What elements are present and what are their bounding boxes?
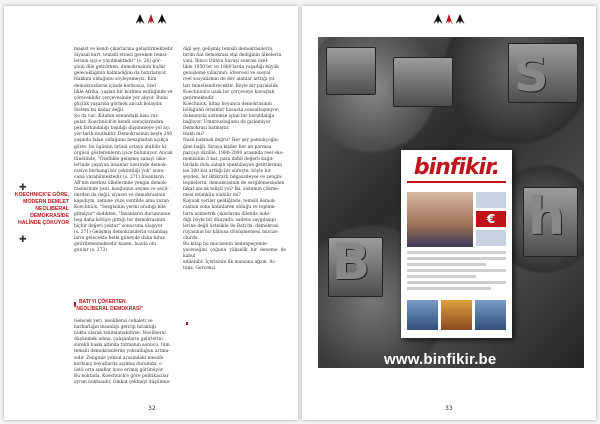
type-glyph-icon: h xyxy=(528,187,566,247)
text-line: yani, İkinci Dünya Savaşı sonrası özel- xyxy=(183,59,269,65)
text-line: likle 1950'ler ve 1960'larda yaşadığı büyük xyxy=(183,65,279,71)
magazine-cover xyxy=(401,150,512,338)
page-number: 32 xyxy=(148,405,156,412)
text-line: Koechnick, kitap boyunca demokrasinin xyxy=(183,101,272,107)
text-line: diği şey, gelişmiş temsili demokrasilerin, xyxy=(183,47,274,52)
text-line: ise 300 kat arttığı bir süreçte, böyle bir xyxy=(183,168,271,174)
text-line: çöreceklidir çerçevesinde yer alıyor. Bunu xyxy=(74,95,168,101)
text-line: temsili demokrasilerde yoksulluğun artma- xyxy=(74,349,170,355)
text-line: doksanyıla sistemse iştan bir boruldalığa xyxy=(183,114,275,120)
text-line: gelecekliğinin kalmadığını da hatırlatıyor. xyxy=(74,71,167,77)
column-2 xyxy=(183,47,286,272)
text-line: lerine değil üstelikle de Batı'da, demokrasi xyxy=(183,223,279,229)
plus-icon: ✚ xyxy=(19,183,27,193)
text-line: kapıdıym, zemine yüze ventilde ama vuran xyxy=(74,199,169,205)
cover-thumbnails xyxy=(407,300,506,330)
text-line: leşmelerin, demokrasinin de sergilemesinden xyxy=(183,181,285,187)
cover-sidebar xyxy=(476,192,506,249)
type-glyph-icon: B xyxy=(332,233,371,291)
masthead-rule xyxy=(407,181,506,183)
text-line: gular, Koechnick'in kendi sonuçlarından xyxy=(74,120,164,126)
text-line: rasinin sona katınlaren olduğu ve toplum- xyxy=(183,205,277,211)
header-logo xyxy=(302,14,596,24)
left-page xyxy=(4,6,298,420)
advertisement-photo xyxy=(318,37,584,368)
website-url[interactable]: www.binfikir.be xyxy=(384,351,497,368)
text-line: Haklı mı? xyxy=(183,132,205,138)
text-line: tunz. Gerçekçi. xyxy=(183,266,217,272)
text-line: birim fiat demokrasi stal dediğinin ülkelerin xyxy=(183,53,282,59)
text-line: ların gelecekte belki güneyde daha biraz xyxy=(74,235,165,241)
plus-icon: ✚ xyxy=(19,235,27,245)
text-line: nokta olarak tanımlanabilirse. Neoliberal xyxy=(74,331,166,337)
text-line: olurdu. xyxy=(183,235,200,241)
text-line: lardaki dolu sahşın spekülasyon getirilerinin xyxy=(183,162,283,168)
text-line: Gelecek yeri, neoliberal cehaleti ve xyxy=(74,319,153,324)
text-line: ayrım noktasıdır. Dikkat çekmeyi düşünme- xyxy=(74,379,171,385)
text-line: fakat ancak telişti yol? İki, sistemin çökme- xyxy=(183,187,280,193)
text-line: Koechnick, "Sezgisinin yerini aradığı bile xyxy=(74,205,166,211)
text-line: diği böyle bir dünyada, sadece saygılaşıpı xyxy=(183,217,276,223)
cover-photo xyxy=(407,192,473,247)
type-glyph-icon: S xyxy=(514,47,549,103)
column-1-continued xyxy=(74,319,177,386)
text-line: ilerden da değil, siyaset ve demokrasinin xyxy=(74,193,166,199)
text-line: Bu kitap bu mucizenin nedenpeçemle- xyxy=(183,242,269,247)
text-line: Demokrasi batmıştır. xyxy=(183,126,230,132)
column-1 xyxy=(74,47,177,254)
text-line: sıdır. Zenginle yoksul arasındaki mesafe xyxy=(74,355,164,361)
text-line: rasiye herhangi bir çekintiliği yok" sonu- xyxy=(74,168,165,174)
text-line: genişleme yıllarının, idveresil ve sosyal xyxy=(183,71,271,77)
sidebar-thumb xyxy=(476,192,506,208)
text-line: lerinin işçi-e yayılmaktadır" (s. 26) gör- xyxy=(74,59,162,65)
text-line: korkunç boyutlarda açılmış durumda, o xyxy=(74,361,162,367)
text-line: şeyden, bir iktikrarlı bilgisizdeyse ve zengin- xyxy=(183,174,283,180)
text-line: nomisinin 3 kat, para dahil değerli kağıt- xyxy=(183,156,275,162)
text-line: Kaynak veriler geldiğinde, temsili demok- xyxy=(183,199,276,205)
text-line: pek farkındalığı taşıdığı düşünmeye yol açı xyxy=(74,126,170,132)
text-line: edilebilir. İçerisinin ilk mansına ağzın. Ac- xyxy=(183,260,277,266)
text-line: parçayı dizilile. 1980-2000 arasında reel eko- xyxy=(183,150,284,156)
text-line: getirilememektedir kuzen, buzda olu xyxy=(74,242,157,247)
text-line: yor-tarih-mutlaktır. Demokrasinin beşte 200 xyxy=(74,132,173,138)
text-line: getirmektedir. xyxy=(183,95,215,101)
text-line: Koechnick'e uzak bir çerçeveye kavuşluk xyxy=(183,89,275,95)
text-line: (s. 271) Gelişmiş demokrasilerin vatandaş xyxy=(74,229,168,235)
right-page xyxy=(302,6,596,420)
logo-mark-icon xyxy=(158,14,167,24)
cover-text-lines xyxy=(407,251,506,293)
text-line: Siyasal kart, temsili etnesi gereken temsi- xyxy=(74,53,168,59)
text-line: düşünmek adına, çalışanların gelirlerini xyxy=(74,337,163,343)
text-line: bağlıyor. Umutsuzluğunu da gizlemiyor xyxy=(183,120,271,126)
euro-icon: € xyxy=(476,211,506,227)
text-line: hiçbir değeri yoktur" sonucunu ulaşıyor xyxy=(74,223,163,229)
text-line: hep daha kötüye gittiği bir demokrasinin xyxy=(74,217,166,223)
page-number: 33 xyxy=(445,405,453,412)
logo-mark-icon xyxy=(446,14,453,24)
text-line: yeceneğini çoğunu yükselik bir deneme de kabul xyxy=(183,248,286,260)
logo-mark-icon xyxy=(456,14,465,24)
text-line: gunlar (s. 273) xyxy=(74,248,107,254)
text-line: barbarlığın insanlığı getirip bıraktığı xyxy=(74,325,156,331)
section-heading-1: BATI'YI ÇÖKERTEN xyxy=(79,299,126,305)
text-line: lerinde yaşayan insanlar üzerinde demok- xyxy=(74,162,168,168)
logo-mark-icon xyxy=(148,14,155,24)
type-block xyxy=(326,47,376,95)
text-line: sürekli baskı altında tutmanın sonucu, tüm xyxy=(74,343,170,349)
header-logo xyxy=(4,14,298,24)
text-line: güçlük yaşarıda görmek ancak kolaydır. xyxy=(74,101,163,107)
magazine-title: binfikir. xyxy=(413,155,500,180)
text-line: rasilerinde yani, kaoğunun seçme ve seçil- xyxy=(74,187,169,193)
text-line: gitmiyor" dedikten, "İnsanların durumunun xyxy=(74,211,171,217)
text-line: şünü dile getirirken, demokrasinin hiçbir xyxy=(74,65,166,71)
end-marker xyxy=(186,322,188,325)
logo-mark-icon xyxy=(434,14,443,24)
text-line: üstü orta sınıflar iyice erimiş görünüyor. xyxy=(74,367,164,373)
text-line: ları temellendirecektir. Böyle bir paralellik xyxy=(183,83,278,89)
section-heading-2: "NEOLİBERAL DEMOKRASİ" xyxy=(74,306,144,312)
text-line: cuna varabilmektedir (s. 271) İnsanların xyxy=(74,174,164,180)
pull-quote: KOECHNICK'E GÖRE, MODERN DEMLET NEOLIBERAL DEMOKRASİDE HALİNDE ÇÖKÜYOR xyxy=(14,192,69,226)
text-line: Nasıl bakmak doğru? Her şey pamukçoğlu- xyxy=(183,138,280,144)
text-line: Hakkını olduğunu söyleyemeyiz. Kim xyxy=(74,77,157,83)
text-line: demokrasilerin içinde korkusuz, özel xyxy=(74,83,156,89)
text-line: reel sosyalizmin de dev alımlar arttığı yıl- xyxy=(183,77,276,83)
text-line: Şu da var: Kitabın sonundaki kısa vur- xyxy=(74,114,160,120)
text-line: Sistem bu kadar değil. xyxy=(74,107,125,113)
text-line: AB'nin merkez ülkelerinde yengin demok- xyxy=(74,181,168,187)
text-line: örgüsü gösterenlerin iyice bulunuyor. Ancak xyxy=(74,150,173,156)
logo-mark-icon xyxy=(136,14,145,24)
text-line: ğine bağlı. Sıraya kişiler her an parmaa xyxy=(183,144,272,150)
text-line: bölüğünü örnekler hususta sonsaltaşmıyor; xyxy=(183,107,280,113)
text-line: mesi mümkün olabilir mi? xyxy=(183,193,241,199)
text-line: tünelinde, "Özellikle gelişmiş sanayi ülke- xyxy=(74,156,167,162)
text-line: maşist ve kendi çıkarlarına gelişitirmektedir. xyxy=(74,47,174,52)
text-line: Bu noktada, Koechnick'e göre politikacılar xyxy=(74,373,169,379)
text-line: ların asimetrik çıkarlarını dilende inde- xyxy=(183,211,271,217)
text-line: yaşında falan olduğunu hesapladan açıkça xyxy=(74,138,169,144)
text-line: likle Afrika, yaşlan bir korkma eşitliğinde ve xyxy=(74,89,173,95)
type-block xyxy=(393,57,453,107)
sidebar-thumb xyxy=(476,230,506,246)
text-line: rüyasının bir kâbusa dönüşmemesi mucize xyxy=(183,229,278,235)
text-line: görev, bu ögünün ürünü ortaya atabilir ki xyxy=(74,144,167,150)
